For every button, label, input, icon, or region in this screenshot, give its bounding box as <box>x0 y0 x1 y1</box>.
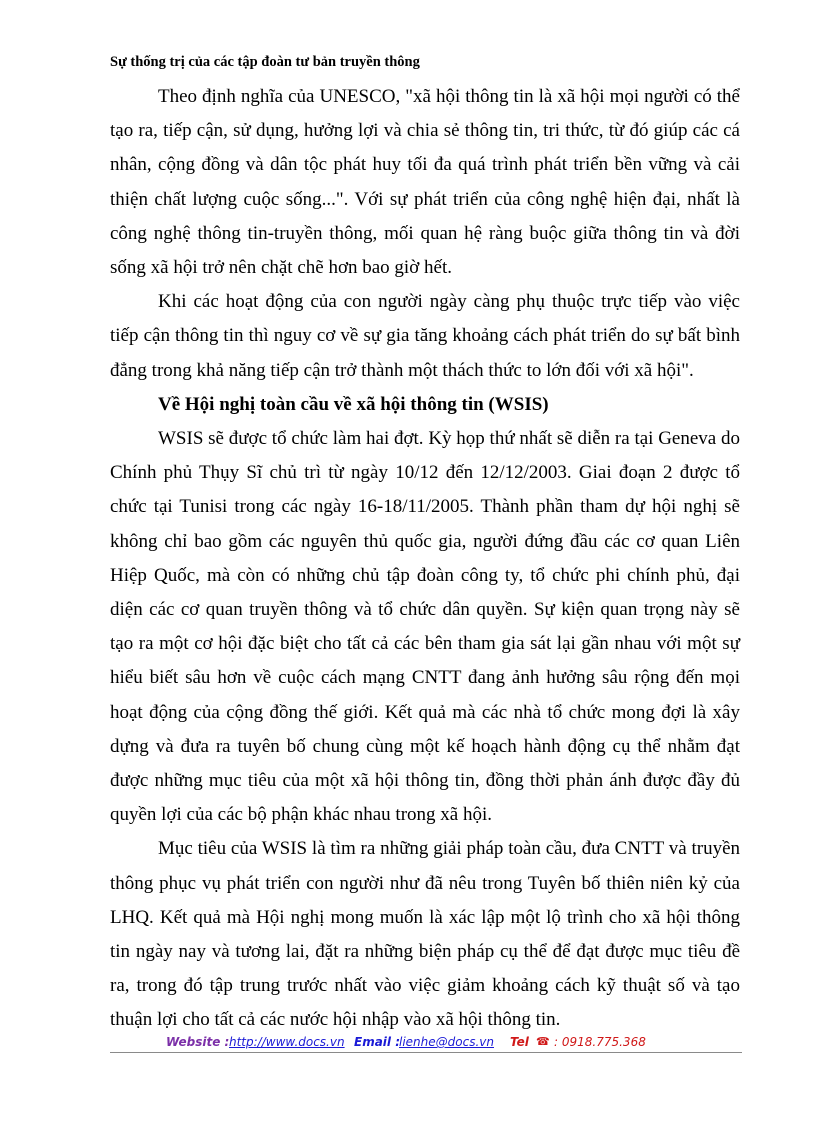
phone-number: : 0918.775.368 <box>554 1035 646 1049</box>
paragraph-unesco-definition: Theo định nghĩa của UNESCO, "xã hội thông tin là xã hội mọi người có thể tạo ra, tiếp cận, sử dụng, hưởng lợi và chia sẻ thông tin, tri thức, từ đó giúp các cá nhân, cộng đồng và dân tộc phát huy tối đa quá trình phát triển bền vững và cải thiện chất lượng cuộc sống...". Với sự phát triển của công nghệ hiện đại, nhất là công nghệ thông tin-truyền thông, mối quan hệ ràng buộc giữa thông tin và đời sống xã hội trở nên chặt chẽ hơn bao giờ hết. <box>110 86 740 279</box>
paragraph-access-gap: Khi các hoạt động của con người ngày càng phụ thuộc trực tiếp vào việc tiếp cận thông tin thì nguy cơ về sự gia tăng khoảng cách phát triển do sự bất bình đẳng trong khả năng tiếp cận trở thành một thách thức to lớn đối với xã hội". <box>110 291 740 381</box>
website-link[interactable]: http://www.docs.vn <box>229 1035 345 1049</box>
section-heading-wsis: Về Hội nghị toàn cầu về xã hội thông tin (WSIS) <box>158 393 549 415</box>
phone-icon: ☎ <box>536 1035 550 1048</box>
document-body <box>110 80 740 1038</box>
website-label: Website : <box>166 1035 230 1049</box>
footer-divider <box>110 1052 742 1053</box>
page-footer <box>0 1032 816 1052</box>
tel-label: Tel <box>510 1035 529 1049</box>
paragraph-wsis-goals: Mục tiêu của WSIS là tìm ra những giải pháp toàn cầu, đưa CNTT và truyền thông phục vụ phát triển con người như đã nêu trong Tuyên bố thiên niên kỷ của LHQ. Kết quả mà Hội nghị mong muốn là xác lập một lộ trình cho xã hội thông tin ngày nay và tương lai, đặt ra những biện pháp cụ thể để đạt được mục tiêu đề ra, trong đó tập trung trước nhất vào việc giảm khoảng cách kỹ thuật số và tạo thuận lợi cho tất cả các nước hội nhập vào xã hội thông tin. <box>110 838 740 1031</box>
page-header: Sự thống trị của các tập đoàn tư bản truyền thông <box>110 54 420 70</box>
email-label: Email : <box>354 1035 401 1049</box>
email-link[interactable]: lienhe@docs.vn <box>399 1035 494 1049</box>
paragraph-wsis-organization: WSIS sẽ được tổ chức làm hai đợt. Kỳ họp thứ nhất sẽ diễn ra tại Geneva do Chính phủ Thụy Sĩ chủ trì từ ngày 10/12 đến 12/12/2003. Giai đoạn 2 được tổ chức tại Tunisi trong các ngày 16-18/11/2005. Thành phần tham dự hội nghị sẽ không chỉ bao gồm các nguyên thủ quốc gia, người đứng đầu các cơ quan Liên Hiệp Quốc, mà còn có những chủ tập đoàn công ty, tổ chức phi chính phủ, đại diện các cơ quan truyền thông và tổ chức dân quyền. Sự kiện quan trọng này sẽ tạo ra một cơ hội đặc biệt cho tất cả các bên tham gia sát lại gần nhau với một sự hiểu biết sâu hơn về cuộc cách mạng CNTT đang ảnh hưởng sâu rộng đến mọi hoạt động của cộng đồng thế giới. Kết quả mà các nhà tổ chức mong đợi là xây dựng và đưa ra tuyên bố chung cùng một kế hoạch hành động cụ thể nhằm đạt được những mục tiêu của một xã hội thông tin, đồng thời phản ánh được đầy đủ quyền lợi của các bộ phận khác nhau trong xã hội. <box>110 428 740 826</box>
